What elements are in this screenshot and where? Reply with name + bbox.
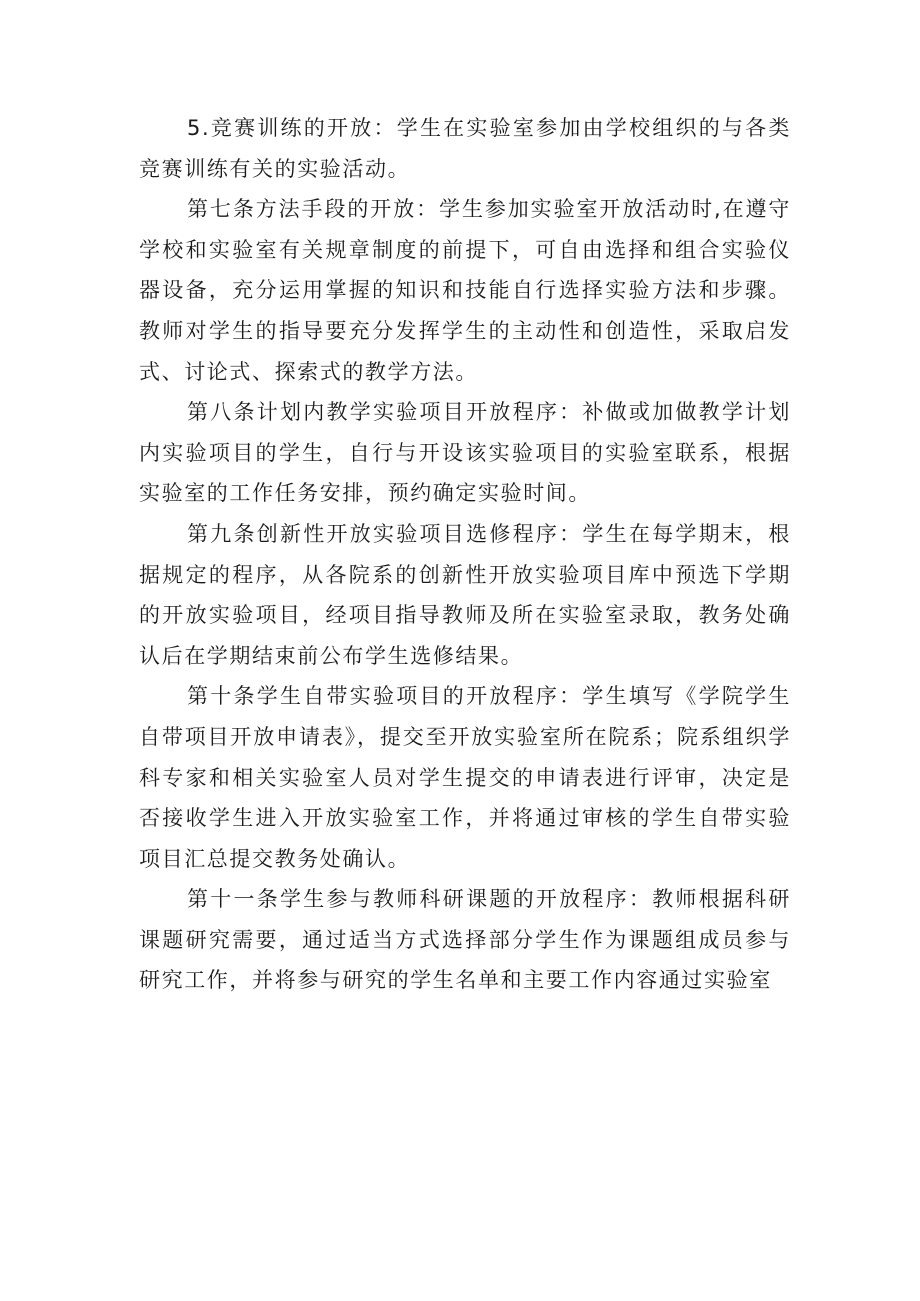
paragraph-article-11: 第十一条学生参与教师科研课题的开放程序：教师根据科研课题研究需要，通过适当方式选择部分学生作为课题组成员参与研究工作，并将参与研究的学生名单和主要工作内容通过实验室 [139, 887, 791, 993]
paragraph-article-10: 第十条学生自带实验项目的开放程序：学生填写《学院学生自带项目开放申请表》，提交至开放实验室所在院系；院系组织学科专家和相关实验室人员对学生提交的申请表进行评审，决定是否接收学生进入开放实验室工作，并将通过审核的学生自带实验项目汇总提交教务处确认。 [139, 684, 791, 871]
paragraph-article-7: 第七条方法手段的开放：学生参加实验室开放活动时,在遵守学校和实验室有关规章制度的前提下，可自由选择和组合实验仪器设备，充分运用掌握的知识和技能自行选择实验方法和步骤。教师对学生的指导要充分发挥学生的主动性和创造性，采取启发式、讨论式、探索式的教学方法。 [139, 197, 791, 384]
document-body [139, 108, 791, 1001]
paragraph-article-9: 第九条创新性开放实验项目选修程序：学生在每学期末，根据规定的程序，从各院系的创新性开放实验项目库中预选下学期的开放实验项目，经项目指导教师及所在实验室录取，教务处确认后在学期结束前公布学生选修结果。 [139, 521, 791, 668]
paragraph-article-8: 第八条计划内教学实验项目开放程序：补做或加做教学计划内实验项目的学生，自行与开设该实验项目的实验室联系，根据实验室的工作任务安排，预约确定实验时间。 [139, 400, 791, 506]
paragraph-competition-training: 5.竞赛训练的开放：学生在实验室参加由学校组织的与各类竞赛训练有关的实验活动。 [139, 116, 791, 181]
